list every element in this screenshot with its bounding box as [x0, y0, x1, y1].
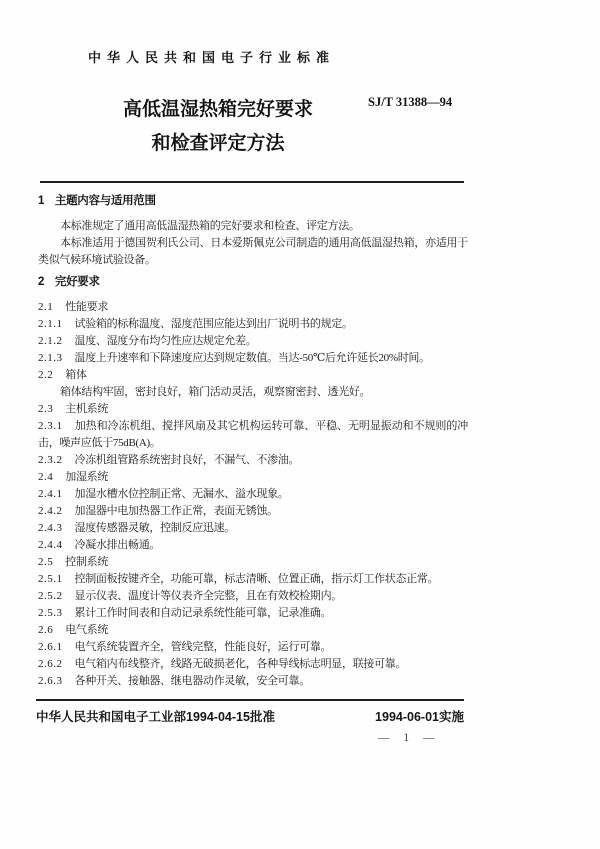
clause-text: 加湿器中电加热器工作正常，表面无锈蚀。: [74, 505, 278, 517]
clause: [38, 350, 468, 367]
clause-text: 冷冻机组管路系统密封良好，不漏气、不渗油。: [74, 454, 300, 466]
page-number: — 1 —: [378, 732, 436, 744]
standard-category-label: 中华人民共和国电子行业标准: [88, 50, 336, 65]
clause-number: 2.3.2: [38, 454, 63, 466]
clause-number: 2.3: [38, 403, 54, 415]
approval-note: 中华人民共和国电子工业部1994-04-15批准: [36, 710, 275, 724]
clause-text: 电气系统装置齐全，管线完整，性能良好，运行可靠。: [74, 641, 332, 653]
clause-number: 2.6: [38, 624, 54, 636]
clause-text: 箱体: [65, 369, 87, 381]
footer: [36, 707, 464, 725]
clause-text: 温度上升速率和下降速度应达到规定数值。当达-50℃后允许延长20%时间。: [74, 352, 430, 364]
clause: [38, 401, 468, 418]
clause-text: 显示仪表、温度计等仪表齐全完整，且在有效校检期内。: [74, 590, 342, 602]
paragraph: 箱体结构牢固，密封良好，箱门活动灵活，观察窗密封、透光好。: [60, 386, 371, 398]
clause-text: 累计工作时间表和自动记录系统性能可靠，记录准确。: [74, 607, 332, 619]
clause-text: 试验箱的标称温度、湿度范围应能达到出厂说明书的规定。: [74, 318, 353, 330]
document-body: [38, 193, 468, 690]
section-heading: [38, 193, 468, 210]
clause-number: 2.1.1: [38, 318, 63, 330]
clause-number: 2.4.2: [38, 505, 63, 517]
header-divider-rule: [40, 181, 464, 183]
clause: [38, 673, 468, 690]
clause: [38, 656, 468, 673]
clause-text: 冷凝水排出畅通。: [74, 539, 161, 551]
clause-text: 温度、湿度分布均匀性应达规定允差。: [74, 335, 257, 347]
clause: [38, 469, 468, 486]
clause-text: 加湿系统: [65, 471, 109, 483]
clause-number: 2.6.2: [38, 658, 63, 670]
clause: [38, 418, 468, 452]
implementation-note: 1994-06-01实施: [375, 710, 464, 724]
clause-number: 2.4.1: [38, 488, 63, 500]
clause-number: 2.4: [38, 471, 54, 483]
clause-text: 电气箱内布线整齐，线路无破损老化，各种导线标志明显，联接可靠。: [74, 658, 407, 670]
clause: [38, 316, 468, 333]
paragraph: 本标准规定了通用高低温湿热箱的完好要求和检查、评定方法。: [60, 220, 360, 232]
clause-number: 2.1.2: [38, 335, 63, 347]
clause: [38, 299, 468, 316]
clause-text: 主机系统: [65, 403, 109, 415]
footer-divider-rule: [36, 699, 464, 701]
clause-number: 2.6.3: [38, 675, 63, 687]
clause-number: 2.5.1: [38, 573, 63, 585]
section-title: 完好要求: [54, 276, 100, 288]
clause-text: 加湿水槽水位控制正常、无漏水、溢水现象。: [74, 488, 289, 500]
clause-text: 加热和冷冻机组、搅拌风扇及其它机构运转可靠、平稳、无明显振动和不规则的冲击，噪声应低于75dB(A)。: [38, 420, 468, 449]
clause-text: 性能要求: [65, 301, 109, 313]
clause-text: 各种开关、接触器、继电器动作灵敏，安全可靠。: [74, 675, 310, 687]
document-title: [38, 93, 398, 161]
clause-text: 电气系统: [65, 624, 109, 636]
clause: [38, 486, 468, 503]
clause: [38, 520, 468, 537]
clause: [38, 588, 468, 605]
clause: [38, 554, 468, 571]
clause: [38, 537, 468, 554]
clause-text: 控制面板按键齐全，功能可靠，标志清晰、位置正确，指示灯工作状态正常。: [74, 573, 439, 585]
section-number: 1: [38, 195, 45, 207]
clause-number: 2.5: [38, 556, 54, 568]
clause-number: 2.1: [38, 301, 54, 313]
clause: [38, 333, 468, 350]
clause-number: 2.5.3: [38, 607, 63, 619]
clause-number: 2.5.2: [38, 590, 63, 602]
clause: [38, 571, 468, 588]
clause: [38, 639, 468, 656]
clause: [38, 452, 468, 469]
clause: [38, 622, 468, 639]
clause-number: 2.6.1: [38, 641, 63, 653]
clause: [38, 367, 468, 384]
clause-number: 2.2: [38, 369, 54, 381]
paragraph: 本标准适用于德国贺利氏公司、日本爱斯佩克公司制造的通用高低温湿热箱，亦适用于类似气候环境试验设备。: [38, 237, 468, 266]
clause-number: 2.4.4: [38, 539, 63, 551]
clause-number: 2.3.1: [38, 420, 63, 432]
clause: [38, 503, 468, 520]
clause-text: 湿度传感器灵敏，控制反应迅速。: [74, 522, 235, 534]
clause-number: 2.1.3: [38, 352, 63, 364]
clause-number: 2.4.3: [38, 522, 63, 534]
clause-text: 控制系统: [65, 556, 109, 568]
document-title-line2: 和检查评定方法: [151, 133, 285, 154]
document-title-line1: 高低温湿热箱完好要求: [122, 99, 313, 120]
section-number: 2: [38, 276, 45, 288]
section-heading: [38, 274, 468, 291]
section-title: 主题内容与适用范围: [54, 195, 156, 207]
standard-number: SJ/T 31388—94: [368, 95, 453, 109]
clause: [38, 605, 468, 622]
